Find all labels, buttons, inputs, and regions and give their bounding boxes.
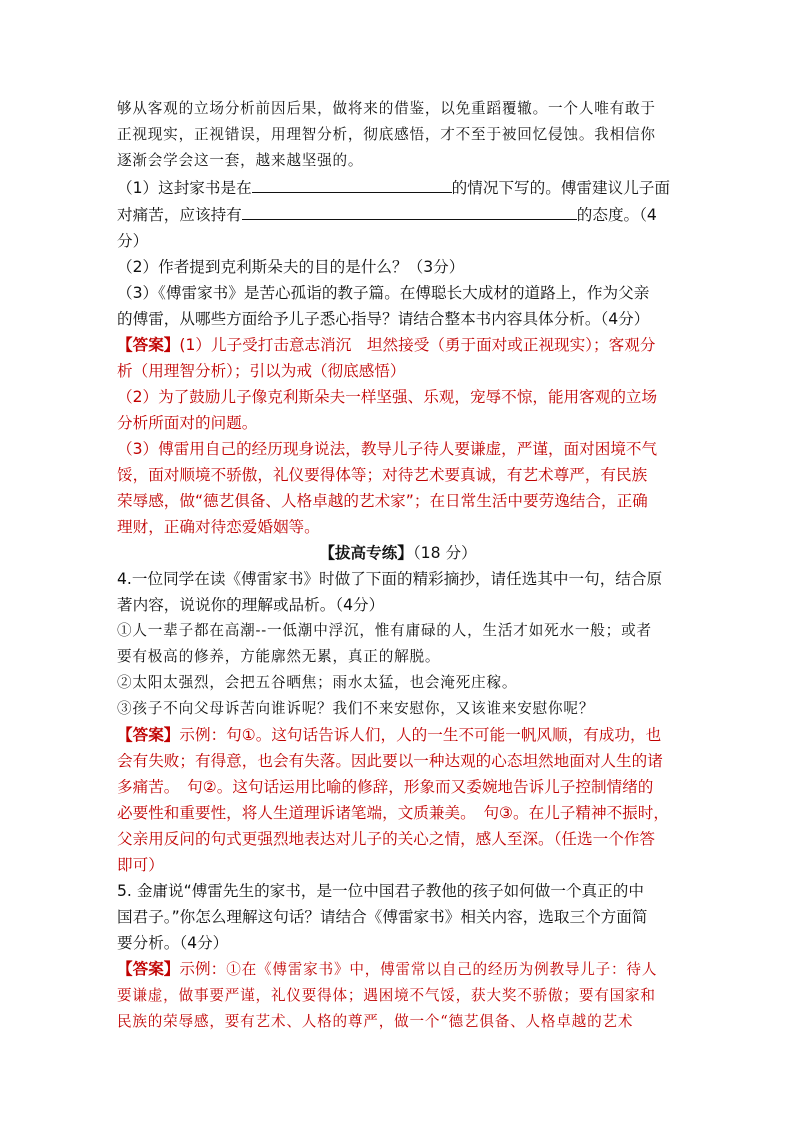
answer-block-1 bbox=[117, 332, 679, 540]
question-3 bbox=[117, 280, 679, 332]
answer-line: (1）儿子受打击意志消沉 坦然接受（勇于面对或正视现实）；客观分 bbox=[179, 336, 656, 354]
question-text: 的态度。（4 bbox=[576, 206, 657, 224]
quote-line: ①人一辈子都在高潮--一低潮中浮沉，惟有庸碌的人，生活才如死水一般；或者 bbox=[117, 622, 652, 639]
answer-tag: 【答案】 bbox=[117, 960, 180, 978]
answer-line: 析（用理智分析）；引以为戒（彻底感悟） bbox=[117, 362, 406, 380]
quote-line: ③孩子不向父母诉苦向谁诉呢？我们不来安慰你，又该谁来安慰你呢？ bbox=[117, 700, 595, 717]
answer-line: 荣辱感，做“德艺俱备、人格卓越的艺术家”；在日常生活中要劳逸结合，正确 bbox=[117, 492, 648, 510]
passage-line: 够从客观的立场分析前因后果，做将来的借鉴，以免重蹈覆辙。一个人唯有敢于 bbox=[117, 100, 656, 117]
answer-lead: 示例： bbox=[179, 960, 227, 978]
passage-line: 正视现实，正视错误，用理智分析，彻底感悟，才不至于被回忆侵蚀。我相信你 bbox=[117, 126, 656, 143]
document-content bbox=[117, 96, 679, 1035]
answer-line: 馁，面对顺境不骄傲，礼仪要得体等；对待艺术要真诚，有艺术尊严，有民族 bbox=[117, 466, 648, 484]
question-5 bbox=[117, 878, 679, 956]
section-points: （18 分） bbox=[412, 544, 477, 562]
quote-line: ②太阳太强烈，会把五谷晒焦；雨水太猛，也会淹死庄稼。 bbox=[117, 674, 518, 691]
answer-line: 民族的荣辱感，要有艺术、人格的尊严，做一个“德艺俱备、人格卓越的艺术 bbox=[117, 1013, 634, 1030]
quote-line: 要有极高的修养，方能廓然无累，真正的解脱。 bbox=[117, 648, 441, 665]
section-title: 【拔高专练】 bbox=[319, 544, 413, 562]
question-text: 分） bbox=[117, 232, 149, 250]
question-line: 国君子。”你怎么理解这句话？请结合《傅雷家书》相关内容，选取三个方面简 bbox=[117, 908, 648, 926]
question-4 bbox=[117, 566, 679, 722]
question-1 bbox=[117, 174, 679, 254]
answer-line: 父亲用反问的句式更强烈地表达对儿子的关心之情，感人至深。（任选一个作答 bbox=[117, 830, 655, 848]
answer-line: 必要性和重要性，将人生道理诉诸笔端，文质兼美。 句③。在儿子精神不振时， bbox=[117, 804, 669, 822]
question-2: （2）作者提到克利斯朵夫的目的是什么？（3分） bbox=[117, 258, 465, 276]
answer-line: 会有失败；有得意，也会有失落。因此要以一种达观的心态坦然地面对人生的诸 bbox=[117, 752, 663, 770]
question-text: 的情况下写的。傅雷建议儿子面 bbox=[451, 179, 670, 197]
answer-line: （3）傅雷用自己的经历现身说法，教导儿子待人要谦虚，严谨，面对困境不气 bbox=[117, 440, 658, 458]
answer-line: ①在《傅雷家书》中，傅雷常以自己的经历为例教导儿子：待人 bbox=[226, 961, 658, 978]
passage-line: 逐渐会学会这一套，越来越坚强的。 bbox=[117, 152, 364, 169]
answer-block-5 bbox=[117, 956, 679, 1035]
answer-line: 多痛苦。 句②。这句话运用比喻的修辞，形象而又委婉地告诉儿子控制情绪的 bbox=[117, 778, 654, 796]
question-line: 著内容，说说你的理解或品析。（4分） bbox=[117, 596, 385, 614]
answer-line: 即可） bbox=[117, 856, 164, 874]
answer-line: 示例：句①。这句话告诉人们，人的一生不可能一帆风顺，有成功，也 bbox=[179, 726, 662, 744]
answer-block-4 bbox=[117, 722, 679, 878]
question-line: 5. 金庸说“傅雷先生的家书，是一位中国君子教他的孩子如何做一个真正的中 bbox=[117, 882, 644, 900]
answer-blank-1 bbox=[252, 174, 452, 193]
question-line: 的傅雷，从哪些方面给予儿子悉心指导？请结合整本书内容具体分析。（4分） bbox=[117, 310, 650, 328]
answer-line: 要谦虚，做事要严谨，礼仪要得体；遇困境不气馁，获大奖不骄傲；要有国家和 bbox=[117, 987, 656, 1004]
question-line: （3）《傅雷家书》是苦心孤诣的教子篇。在傅聪长大成材的道路上，作为父亲 bbox=[117, 284, 650, 302]
section-heading bbox=[117, 540, 679, 566]
answer-line: 理财，正确对待恋爱婚姻等。 bbox=[117, 518, 320, 536]
answer-line: （2）为了鼓励儿子像克利斯朵夫一样坚强、乐观，宠辱不惊，能用客观的立场 bbox=[117, 388, 658, 406]
answer-tag: 【答案】 bbox=[117, 336, 180, 354]
answer-line: 分析所面对的问题。 bbox=[117, 414, 258, 432]
question-line: 4.一位同学在读《傅雷家书》时做了下面的精彩摘抄，请任选其中一句，结合原 bbox=[117, 570, 663, 588]
passage-excerpt bbox=[117, 96, 679, 174]
question-text: （1）这封家书是在 bbox=[117, 179, 252, 197]
question-text: 对痛苦，应该持有 bbox=[117, 206, 242, 224]
question-line: 要分析。（4分） bbox=[117, 934, 229, 952]
answer-blank-2 bbox=[242, 201, 577, 220]
answer-tag: 【答案】 bbox=[117, 726, 180, 744]
